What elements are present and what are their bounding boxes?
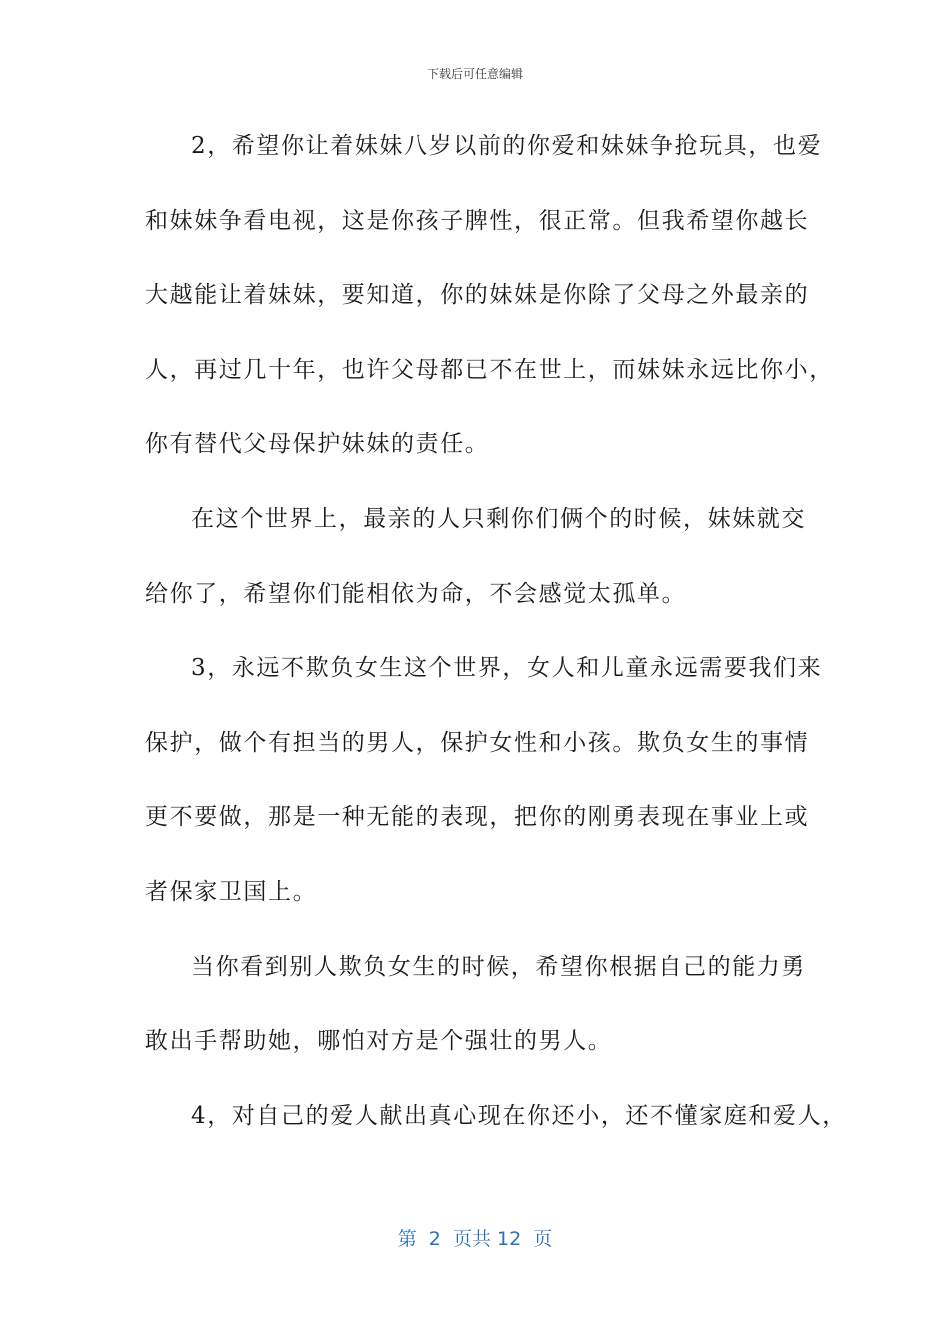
paragraph-line: 人，再过几十年，也许父母都已不在世上，而妹妹永远比你小， bbox=[145, 356, 834, 383]
paragraph-line: 敢出手帮助她，哪怕对方是个强壮的男人。 bbox=[145, 1028, 613, 1055]
paragraph-line: 更不要做，那是一种无能的表现，把你的刚勇表现在事业上或 bbox=[145, 804, 810, 831]
paragraph-line: 保护，做个有担当的男人，保护女性和小孩。欺负女生的事情 bbox=[145, 729, 810, 756]
document-body bbox=[145, 124, 847, 1168]
paragraph-line: 当你看到别人欺负女生的时候，希望你根据自己的能力勇 bbox=[191, 953, 806, 980]
paragraph-line: 在这个世界上，最亲的人只剩你们俩个的时候，妹妹就交 bbox=[191, 505, 806, 532]
paragraph-line: 者保家卫国上。 bbox=[145, 878, 318, 905]
paragraph-line: 4，对自己的爱人献出真心现在你还小，还不懂家庭和爱人， bbox=[191, 1102, 847, 1129]
paragraph-line: 3，永远不欺负女生这个世界，女人和儿童永远需要我们来 bbox=[191, 655, 823, 682]
paragraph-line: 2，希望你让着妹妹八岁以前的你爱和妹妹争抢玩具，也爱 bbox=[191, 133, 823, 159]
paragraph-line: 给你了，希望你们能相依为命，不会感觉太孤单。 bbox=[145, 580, 687, 607]
paragraph-line: 大越能让着妹妹，要知道，你的妹妹是你除了父母之外最亲的 bbox=[145, 282, 810, 309]
paragraph-line: 你有替代父母保护妹妹的责任。 bbox=[145, 431, 490, 458]
paragraph-line: 和妹妹争看电视，这是你孩子脾性，很正常。但我希望你越长 bbox=[145, 207, 810, 234]
page-number-footer: 第 2 页共 12 页 bbox=[397, 1228, 553, 1250]
page-header: 下载后可任意编辑 bbox=[426, 67, 523, 81]
